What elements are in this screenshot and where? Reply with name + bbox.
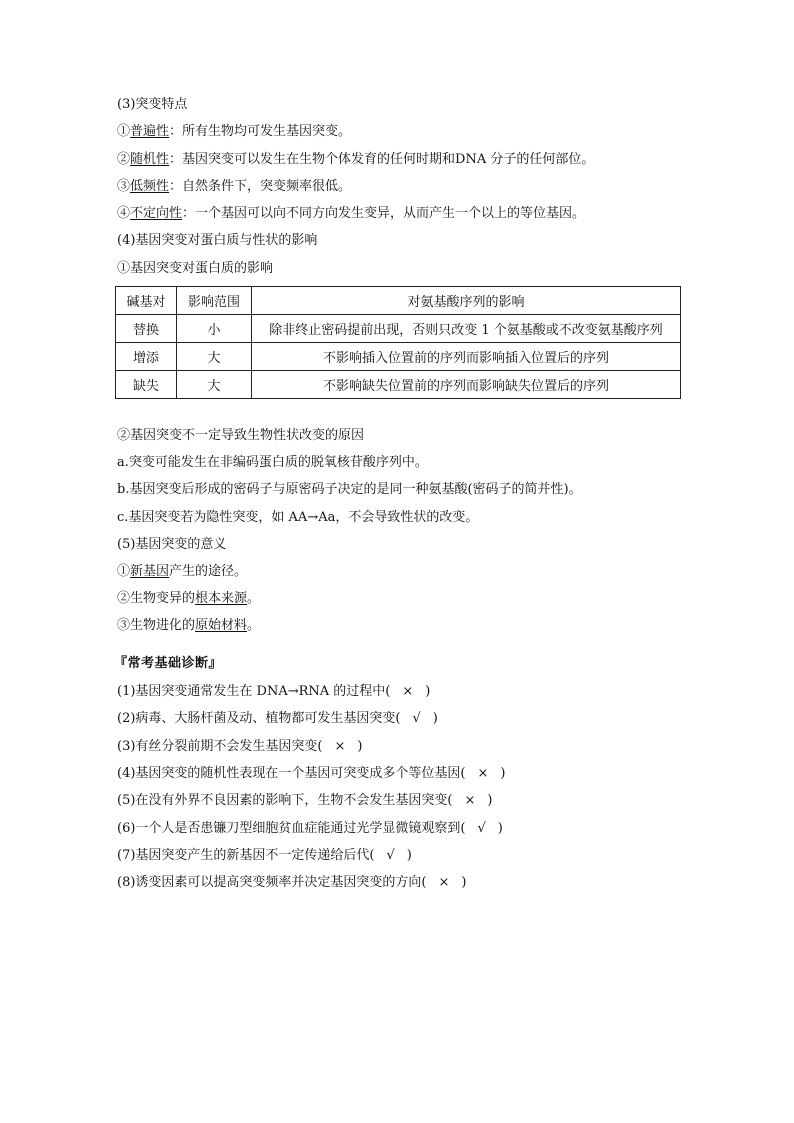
table-row <box>116 343 681 371</box>
table-row <box>116 371 681 399</box>
table-cell: 大 <box>177 371 252 399</box>
quiz-item-4: (4)基因突变的随机性表现在一个基因可突变成多个等位基因( × ) <box>117 766 506 781</box>
quiz-item-2: (2)病毒、大肠杆菌及动、植物都可发生基因突变( √ ) <box>117 711 438 726</box>
significance-3: ③生物进化的原始材料。 <box>117 618 261 633</box>
answer-mark: √ <box>412 711 421 726</box>
answer-mark: × <box>464 793 476 808</box>
table-cell: 除非终止密码提前出现，否则只改变 1 个氨基酸或不改变氨基酸序列 <box>252 315 681 343</box>
table-row <box>116 315 681 343</box>
feature-randomness: ②随机性：基因突变可以发生在生物个体发育的任何时期和DNA 分子的任何部位。 <box>117 152 595 167</box>
quiz-item-5: (5)在没有外界不良因素的影响下，生物不会发生基因突变( × ) <box>117 793 493 808</box>
column-header: 对氨基酸序列的影响 <box>252 287 681 315</box>
quiz-item-6: (6)一个人是否患镰刀型细胞贫血症能通过光学显微镜观察到( √ ) <box>117 821 503 836</box>
mutation-effect-table <box>115 286 681 399</box>
table-cell: 小 <box>177 315 252 343</box>
significance-1: ①新基因产生的途径。 <box>117 564 248 579</box>
significance-2: ②生物变异的根本来源。 <box>117 591 261 606</box>
table-cell: 大 <box>177 343 252 371</box>
table-header-row <box>116 287 681 315</box>
table-cell: 增添 <box>116 343 177 371</box>
reason-c: c.基因突变若为隐性突变，如 AA→Aa，不会导致性状的改变。 <box>117 510 479 525</box>
answer-mark: × <box>438 875 450 890</box>
answer-mark: √ <box>386 848 395 863</box>
section-4-subtitle-1: ①基因突变对蛋白质的影响 <box>117 261 274 276</box>
table-cell: 不影响缺失位置前的序列而影响缺失位置后的序列 <box>252 371 681 399</box>
keyword: 低频性 <box>130 179 170 194</box>
answer-mark: × <box>477 766 489 781</box>
quiz-item-7: (7)基因突变产生的新基因不一定传递给后代( √ ) <box>117 848 412 863</box>
quiz-item-8: (8)诱变因素可以提高突变频率并决定基因突变的方向( × ) <box>117 875 467 890</box>
keyword: 新基因 <box>130 564 170 579</box>
quiz-item-3: (3)有丝分裂前期不会发生基因突变( × ) <box>117 739 363 754</box>
keyword: 根本来源 <box>195 591 248 606</box>
diagnosis-section-title: 『常考基础诊断』 <box>114 656 223 671</box>
keyword: 普遍性 <box>130 124 170 139</box>
reason-a: a.突变可能发生在非编码蛋白质的脱氧核苷酸序列中。 <box>117 455 428 470</box>
quiz-item-1: (1)基因突变通常发生在 DNA→RNA 的过程中( × ) <box>117 684 431 699</box>
feature-low-frequency: ③低频性：自然条件下，突变频率很低。 <box>117 179 352 194</box>
answer-mark: √ <box>477 821 486 836</box>
keyword: 原始材料 <box>195 618 248 633</box>
column-header: 影响范围 <box>177 287 252 315</box>
reason-b: b.基因突变后形成的密码子与原密码子决定的是同一种氨基酸(密码子的简并性)。 <box>117 482 582 497</box>
section-5-title: (5)基因突变的意义 <box>117 537 227 552</box>
column-header: 碱基对 <box>116 287 177 315</box>
keyword: 随机性 <box>130 152 170 167</box>
feature-universality: ①普遍性：所有生物均可发生基因突变。 <box>117 124 352 139</box>
keyword: 不定向性 <box>130 206 183 221</box>
section-4-subtitle-2: ②基因突变不一定导致生物性状改变的原因 <box>117 428 365 443</box>
table-cell: 不影响插入位置前的序列而影响插入位置后的序列 <box>252 343 681 371</box>
answer-mark: × <box>402 684 414 699</box>
section-4-title: (4)基因突变对蛋白质与性状的影响 <box>117 233 318 248</box>
answer-mark: × <box>334 739 346 754</box>
table-cell: 替换 <box>116 315 177 343</box>
feature-nondirectional: ④不定向性：一个基因可以向不同方向发生变异，从而产生一个以上的等位基因。 <box>117 206 586 221</box>
table-cell: 缺失 <box>116 371 177 399</box>
section-3-title: (3)突变特点 <box>117 97 188 112</box>
